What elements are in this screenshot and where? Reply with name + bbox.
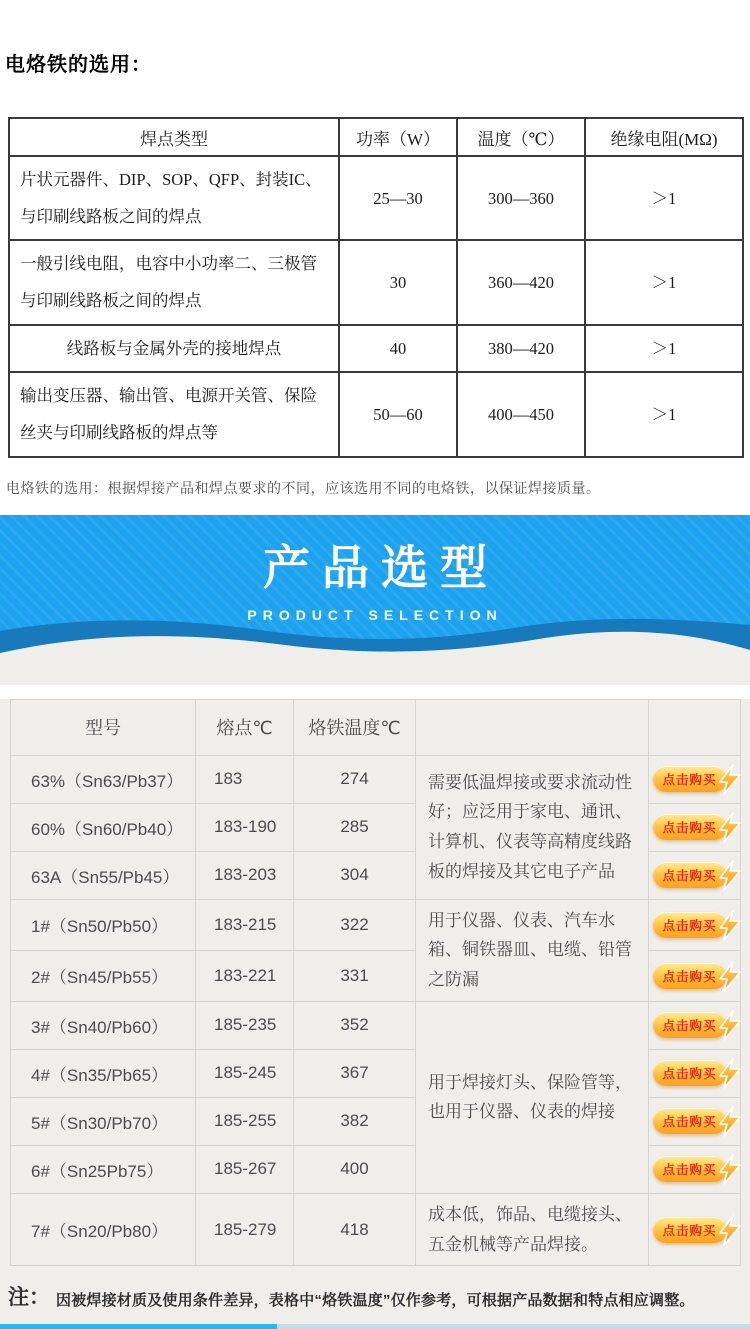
bottom-progress-bar xyxy=(0,1324,750,1329)
wave-decoration xyxy=(0,615,750,685)
buy-button-label: 点击购买 xyxy=(662,821,717,836)
product-melting-point: 183-215 xyxy=(196,899,294,950)
product-model: 63A（Sn55/Pb45） xyxy=(11,851,196,899)
product-header-row xyxy=(11,699,741,755)
product-row xyxy=(11,755,741,803)
spec-power: 30 xyxy=(339,240,457,324)
product-model: 7#（Sn20/Pb80） xyxy=(11,1193,196,1266)
spec-power: 50—60 xyxy=(339,372,457,457)
page-title: 电烙铁的选用： xyxy=(5,54,152,76)
banner-title: 产品选型 xyxy=(263,540,499,594)
lightning-icon xyxy=(719,910,741,941)
spec-resistance: ＞1 xyxy=(585,240,743,324)
buy-button-label: 点击购买 xyxy=(662,1223,717,1238)
spec-power: 25—30 xyxy=(339,156,457,240)
lightning-icon xyxy=(719,812,741,843)
spec-temperature: 380—420 xyxy=(457,325,585,372)
product-row xyxy=(11,899,741,950)
product-melting-point: 185-255 xyxy=(196,1097,294,1145)
product-melting-point: 183-190 xyxy=(196,803,294,851)
buy-button[interactable] xyxy=(653,1156,727,1182)
spec-row xyxy=(9,240,743,324)
buy-button-label: 点击购买 xyxy=(662,1163,717,1178)
bottom-bar-blue-segment xyxy=(0,1324,277,1329)
buy-button-label: 点击购买 xyxy=(662,869,717,884)
buy-button-label: 点击购买 xyxy=(662,918,717,933)
product-model: 6#（Sn25Pb75） xyxy=(11,1145,196,1193)
buy-button[interactable] xyxy=(653,862,727,888)
spec-row xyxy=(9,156,743,240)
product-iron-temp: 322 xyxy=(294,899,416,950)
product-model: 2#（Sn45/Pb55） xyxy=(11,950,196,1001)
spec-header-joint-type: 焊点类型 xyxy=(9,118,339,156)
product-model: 63%（Sn63/Pb37） xyxy=(11,755,196,803)
buy-button[interactable] xyxy=(653,1060,727,1086)
product-melting-point: 183-203 xyxy=(196,851,294,899)
lightning-icon xyxy=(719,1058,741,1089)
footnote-prefix: 注： xyxy=(8,1286,50,1310)
spec-resistance: ＞1 xyxy=(585,325,743,372)
product-header-buy xyxy=(649,699,741,755)
solder-joint-spec-table xyxy=(8,117,744,458)
buy-button-label: 点击购买 xyxy=(662,1019,717,1034)
spec-resistance: ＞1 xyxy=(585,372,743,457)
spec-resistance: ＞1 xyxy=(585,156,743,240)
spec-joint-type: 线路板与金属外壳的接地焊点 xyxy=(9,325,339,372)
product-usage-description: 用于焊接灯头、保险管等，也用于仪器、仪表的焊接 xyxy=(416,1001,649,1193)
buy-button[interactable] xyxy=(653,1108,727,1134)
product-model: 1#（Sn50/Pb50） xyxy=(11,899,196,950)
buy-button-label: 点击购买 xyxy=(662,1067,717,1082)
spec-header-resistance: 绝缘电阻(MΩ) xyxy=(585,118,743,156)
product-melting-point: 185-267 xyxy=(196,1145,294,1193)
buy-button[interactable] xyxy=(653,1012,727,1038)
product-model: 5#（Sn30/Pb70） xyxy=(11,1097,196,1145)
banner-subtitle: PRODUCT SELECTION xyxy=(247,606,503,623)
lightning-icon xyxy=(719,1154,741,1185)
product-header-iron-temp: 烙铁温度℃ xyxy=(294,699,416,755)
product-melting-point: 185-235 xyxy=(196,1001,294,1049)
product-iron-temp: 418 xyxy=(294,1193,416,1266)
product-model: 60%（Sn60/Pb40） xyxy=(11,803,196,851)
product-melting-point: 183-221 xyxy=(196,950,294,1001)
product-header-model: 型号 xyxy=(11,699,196,755)
lightning-icon xyxy=(719,961,741,992)
spec-temperature: 300—360 xyxy=(457,156,585,240)
product-iron-temp: 331 xyxy=(294,950,416,1001)
lightning-icon xyxy=(719,1106,741,1137)
product-usage-description: 需要低温焊接或要求流动性好；应泛用于家电、通讯、计算机、仪表等高精度线路板的焊接及其它电子产品 xyxy=(416,755,649,899)
product-usage-description: 成本低，饰品、电缆接头、五金机械等产品焊接。 xyxy=(416,1193,649,1266)
footnote xyxy=(8,1286,750,1310)
product-header-melting: 熔点℃ xyxy=(196,699,294,755)
spec-power: 40 xyxy=(339,325,457,372)
product-melting-point: 185-245 xyxy=(196,1049,294,1097)
product-selection-section xyxy=(0,699,750,1327)
buy-button[interactable] xyxy=(653,1217,727,1243)
product-melting-point: 185-279 xyxy=(196,1193,294,1266)
product-iron-temp: 400 xyxy=(294,1145,416,1193)
product-iron-temp: 367 xyxy=(294,1049,416,1097)
solder-product-table xyxy=(10,699,741,1267)
bottom-bar-pale-segment xyxy=(277,1324,750,1329)
product-iron-temp: 285 xyxy=(294,803,416,851)
spec-header-power: 功率（W） xyxy=(339,118,457,156)
spec-joint-type: 输出变压器、输出管、电源开关管、保险丝夹与印刷线路板的焊点等 xyxy=(9,372,339,457)
buy-button-label: 点击购买 xyxy=(662,969,717,984)
buy-button[interactable] xyxy=(653,912,727,938)
lightning-icon xyxy=(719,1215,741,1246)
footnote-text: 因被焊接材质及使用条件差异，表格中“烙铁温度”仅作参考，可根据产品数据和特点相应调整。 xyxy=(56,1292,695,1310)
product-row xyxy=(11,1193,741,1266)
buy-button[interactable] xyxy=(653,963,727,989)
product-iron-temp: 382 xyxy=(294,1097,416,1145)
spec-temperature: 400—450 xyxy=(457,372,585,457)
product-page xyxy=(0,48,750,1329)
lightning-icon xyxy=(719,860,741,891)
spec-joint-type: 一般引线电阻，电容中小功率二、三极管与印刷线路板之间的焊点 xyxy=(9,240,339,324)
buy-button[interactable] xyxy=(653,766,727,792)
product-iron-temp: 274 xyxy=(294,755,416,803)
product-selection-banner xyxy=(0,515,750,685)
spec-temperature: 360—420 xyxy=(457,240,585,324)
spec-header-temperature: 温度（℃） xyxy=(457,118,585,156)
product-iron-temp: 352 xyxy=(294,1001,416,1049)
spec-row xyxy=(9,372,743,457)
lightning-icon xyxy=(719,764,741,795)
buy-button-label: 点击购买 xyxy=(662,773,717,788)
spec-header-row xyxy=(9,118,743,156)
spec-table-caption: 电烙铁的选用：根据焊接产品和焊点要求的不同，应该选用不同的电烙铁，以保证焊接质量。 xyxy=(6,479,601,496)
product-melting-point: 183 xyxy=(196,755,294,803)
buy-button[interactable] xyxy=(653,814,727,840)
product-header-description xyxy=(416,699,649,755)
product-usage-description: 用于仪器、仪表、汽车水箱、铜铁器皿、电缆、铅管之防漏 xyxy=(416,899,649,1001)
spec-row xyxy=(9,325,743,372)
lightning-icon xyxy=(719,1010,741,1041)
product-model: 3#（Sn40/Pb60） xyxy=(11,1001,196,1049)
product-iron-temp: 304 xyxy=(294,851,416,899)
product-model: 4#（Sn35/Pb65） xyxy=(11,1049,196,1097)
buy-button-label: 点击购买 xyxy=(662,1115,717,1130)
product-row xyxy=(11,1001,741,1049)
spec-joint-type: 片状元器件、DIP、SOP、QFP、封装IC、与印刷线路板之间的焊点 xyxy=(9,156,339,240)
